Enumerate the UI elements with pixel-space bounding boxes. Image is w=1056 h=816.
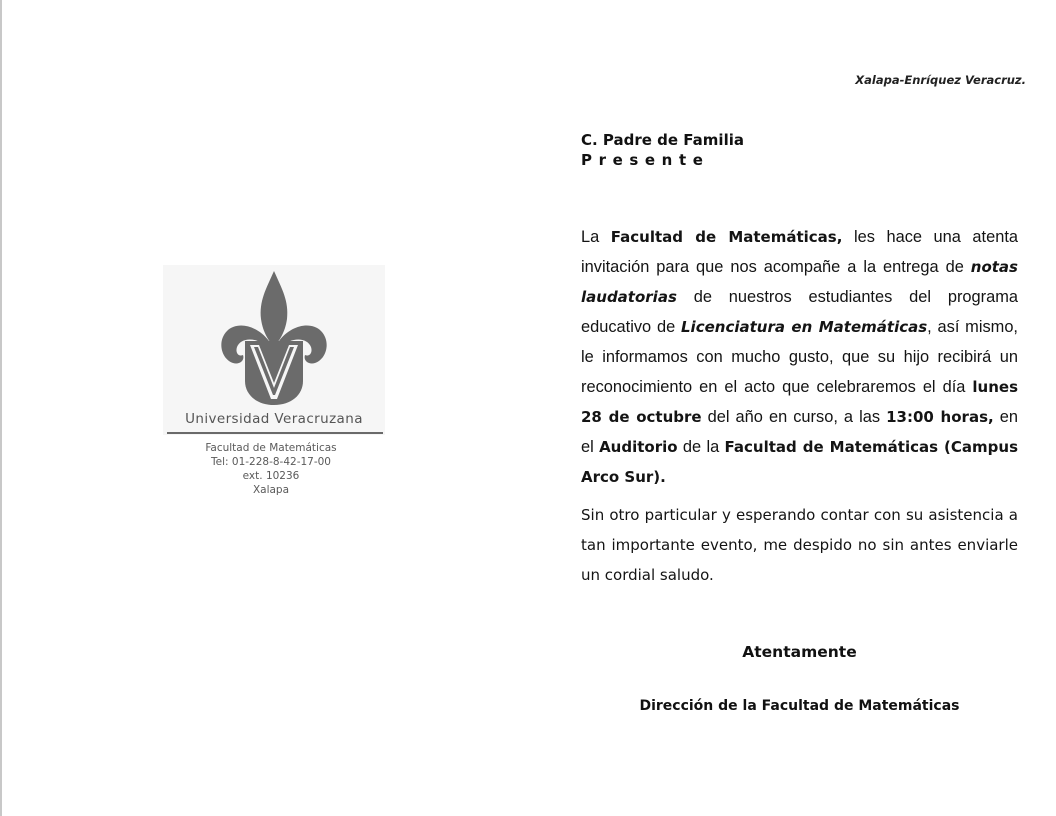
caption-city: Xalapa <box>252 484 290 496</box>
bold-italic-run: notas laudatorias <box>581 258 1018 306</box>
bold-run: Auditorio <box>599 438 678 456</box>
logo-caption <box>163 441 379 497</box>
letter-body <box>581 222 1018 590</box>
caption-phone: Tel: 01-228-8-42-17-00 <box>211 456 331 468</box>
greeting: Presente <box>581 151 710 169</box>
text-run: del año en curso, a las <box>701 408 887 426</box>
text-run: en el <box>581 408 1018 456</box>
closing-regards: Atentamente <box>742 643 857 661</box>
caption-faculty: Facultad de Matemáticas <box>205 442 337 454</box>
addressee-block <box>581 130 744 170</box>
text-run: , así mismo, le informamos con mucho gusto, que su hijo recibirá un reconocimiento en el acto que celebraremos el día <box>581 318 1018 396</box>
bold-run: lunes 28 de octubre <box>581 378 1018 426</box>
paragraph-invitation <box>581 222 1018 492</box>
logo-divider <box>167 432 383 434</box>
addressee: C. Padre de Familia <box>581 131 744 149</box>
text-run: La <box>581 228 611 246</box>
university-name: Universidad Veracruzana <box>185 411 363 427</box>
text-run: de la <box>677 438 725 456</box>
bold-italic-run: Licenciatura en Matemáticas <box>681 318 928 336</box>
bold-run: 13:00 horas, <box>886 408 994 426</box>
paragraph-farewell: Sin otro particular y esperando contar con su asistencia a tan importante evento, me despido no sin antes enviarle un cordial saludo. <box>581 506 1018 584</box>
place-line: Xalapa-Enríquez Veracruz. <box>855 73 1026 87</box>
text-run: de nuestros estudiantes del programa educativo de <box>581 288 1018 336</box>
page-edge <box>0 0 2 816</box>
bold-run: Facultad de Matemáticas, <box>610 228 843 246</box>
signature-line: Dirección de la Facultad de Matemáticas <box>639 698 960 714</box>
university-logo <box>163 265 385 435</box>
bold-run: Facultad de Matemáticas (Campus Arco Sur). <box>581 438 1018 486</box>
fleur-de-lis-uv-icon <box>219 271 329 407</box>
caption-extension: ext. 10236 <box>242 470 300 482</box>
text-run: les hace una atenta invitación para que nos acompañe a la entrega de <box>581 228 1018 276</box>
